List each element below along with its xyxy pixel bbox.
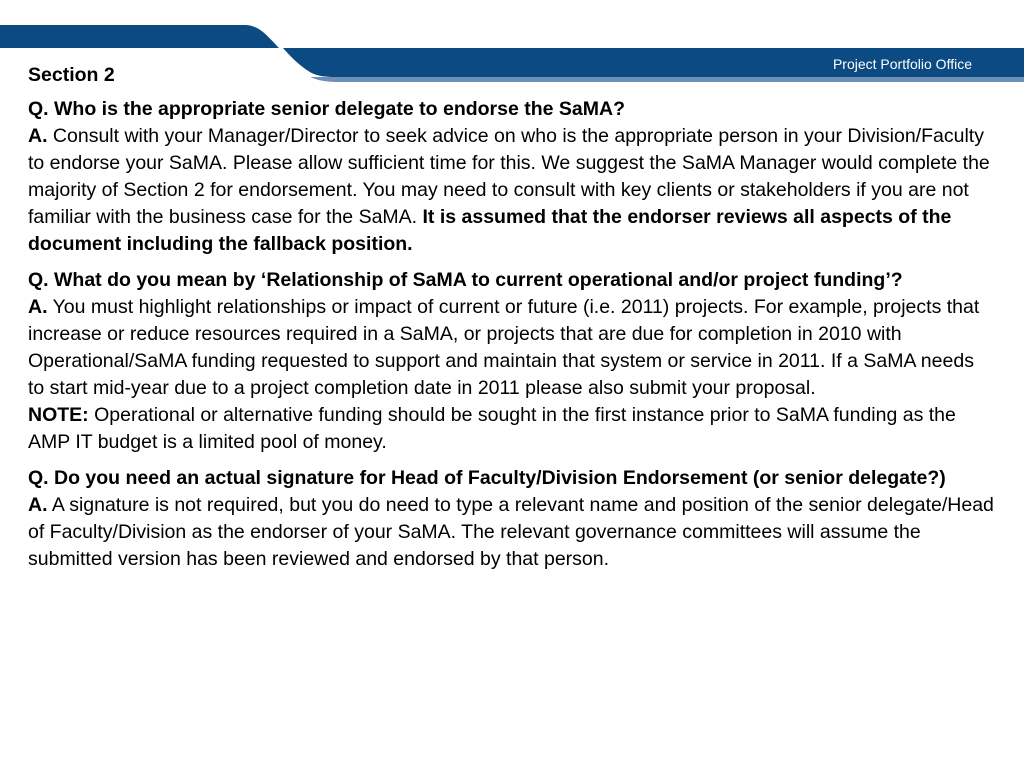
question-3: Q. Do you need an actual signature for Head of Faculty/Division Endorsement (or senior delegate?) (28, 467, 946, 489)
qa-item-1 (28, 96, 994, 258)
answer-text-1: Consult with your Manager/Director to seek advice on who is the appropriate person in your Division/Faculty to endorse your SaMA. Please allow sufficient time for this. We suggest the SaMA Manager would complete the majority of Section 2 for endorsement. You may need to consult with key clients or stakeholders if you are not familiar with the business case for the SaMA. (28, 125, 990, 228)
answer-text-3: A signature is not required, but you do need to type a relevant name and position of the senior delegate/Head of Faculty/Division as the endorser of your SaMA. The relevant governance committees will assume the submitted version has been reviewed and endorsed by that person. (28, 494, 994, 570)
answer-label-1: A. (28, 125, 48, 147)
answer-label-2: A. (28, 296, 48, 318)
qa-item-3 (28, 465, 994, 573)
note-label-2: NOTE: (28, 404, 89, 426)
header-label: Project Portfolio Office (832, 56, 972, 72)
note-2 (28, 402, 994, 456)
answer-1 (28, 123, 994, 258)
note-text-2: Operational or alternative funding should be sought in the first instance prior to SaMA funding as the AMP IT budget is a limited pool of money. (28, 404, 956, 453)
answer-bold-1: It is assumed that the endorser reviews all aspects of the document including the fallback position. (28, 206, 952, 255)
question-1: Q. Who is the appropriate senior delegate to endorse the SaMA? (28, 98, 626, 120)
answer-2 (28, 294, 994, 402)
answer-text-2: You must highlight relationships or impact of current or future (i.e. 2011) projects. For example, projects that increase or reduce resources required in a SaMA, or projects that are due for completion in 2010 with Operational/SaMA funding requested to support and maintain that system or service in 2011. If a SaMA needs to start mid-year due to a project completion date in 2011 please also submit your proposal. (28, 296, 980, 399)
document-content (28, 62, 994, 582)
qa-item-2 (28, 267, 994, 456)
section-title: Section 2 (28, 64, 115, 86)
question-2: Q. What do you mean by ‘Relationship of SaMA to current operational and/or project funding’? (28, 269, 903, 291)
answer-label-3: A. (28, 494, 48, 516)
answer-3 (28, 492, 994, 573)
